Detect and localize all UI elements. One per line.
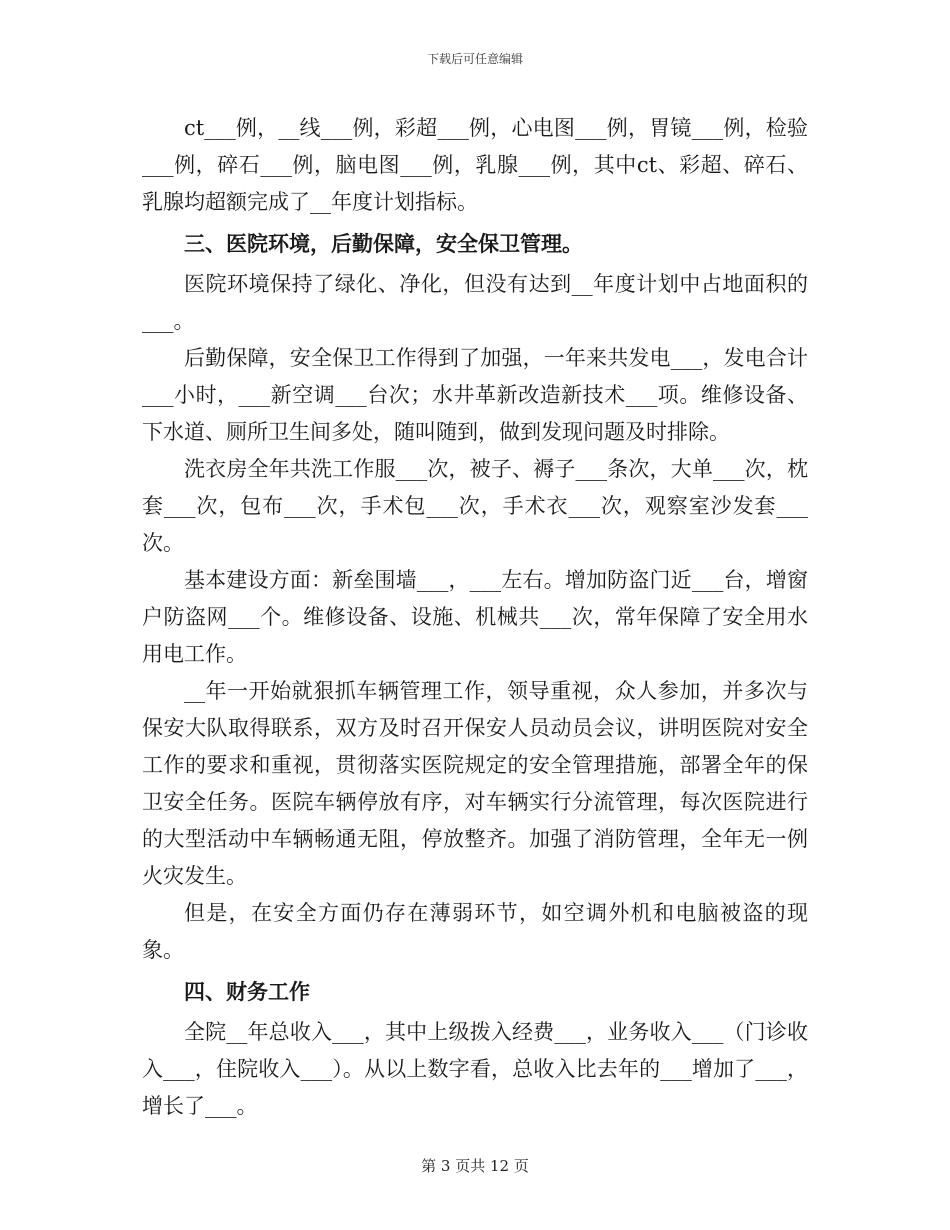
document-body — [142, 110, 808, 1125]
section-heading-environment: 三、医院环境，后勤保障，安全保卫管理。 — [184, 231, 583, 256]
header-note: 下载后可任意编辑 — [426, 52, 523, 66]
paragraph-security-weakness: 但是，在安全方面仍存在薄弱环节，如空调外机和电脑被盗的现象。 — [142, 901, 808, 962]
paragraph-logistics: 后勤保障，安全保卫工作得到了加强，一年来共发电___，发电合计___小时，___新空调___台次；水井革新改造新技术___项。维修设备、下水道、厕所卫生间多处，随叫随到，做到发现问题及时排除。 — [142, 346, 808, 444]
paragraph-laundry: 洗衣房全年共洗工作服___次，被子、褥子___条次，大单___次，枕套___次，包布___次，手术包___次，手术衣___次，观察室沙发套___次。 — [142, 457, 808, 555]
paragraph-construction: 基本建设方面：新垒围墙___，___左右。增加防盗门近___台，增窗户防盗网___个。维修设备、设施、机械共___次，常年保障了安全用水用电工作。 — [142, 568, 808, 666]
section-heading-finance: 四、财务工作 — [184, 979, 310, 1004]
paragraph-vehicle-management: __年一开始就狠抓车辆管理工作，领导重视，众人参加，并多次与保安大队取得联系，双方及时召开保安人员动员会议，讲明医院对安全工作的要求和重视，贯彻落实医院规定的安全管理措施，部署全年的保卫安全任务。医院车辆停放有序，对车辆实行分流管理，每次医院进行的大型活动中车辆畅通无阻，停放整齐。加强了消防管理，全年无一例火灾发生。 — [142, 679, 808, 888]
paragraph-environment: 医院环境保持了绿化、净化，但没有达到__年度计划中占地面积的___。 — [142, 272, 808, 333]
page-number: 第 3 页共 12 页 — [421, 1157, 529, 1175]
paragraph-finance: 全院__年总收入___，其中上级拨入经费___，业务收入___（门诊收入___，住院收入___）。从以上数字看，总收入比去年的___增加了___，增长了___。 — [142, 1020, 808, 1118]
paragraph-exam-stats: ct___例，__线___例，彩超___例，心电图___例，胃镜___例，检验___例，碎石___例，脑电图___例，乳腺___例，其中ct、彩超、碎石、乳腺均超额完成了__年度计划指标。 — [142, 116, 808, 214]
